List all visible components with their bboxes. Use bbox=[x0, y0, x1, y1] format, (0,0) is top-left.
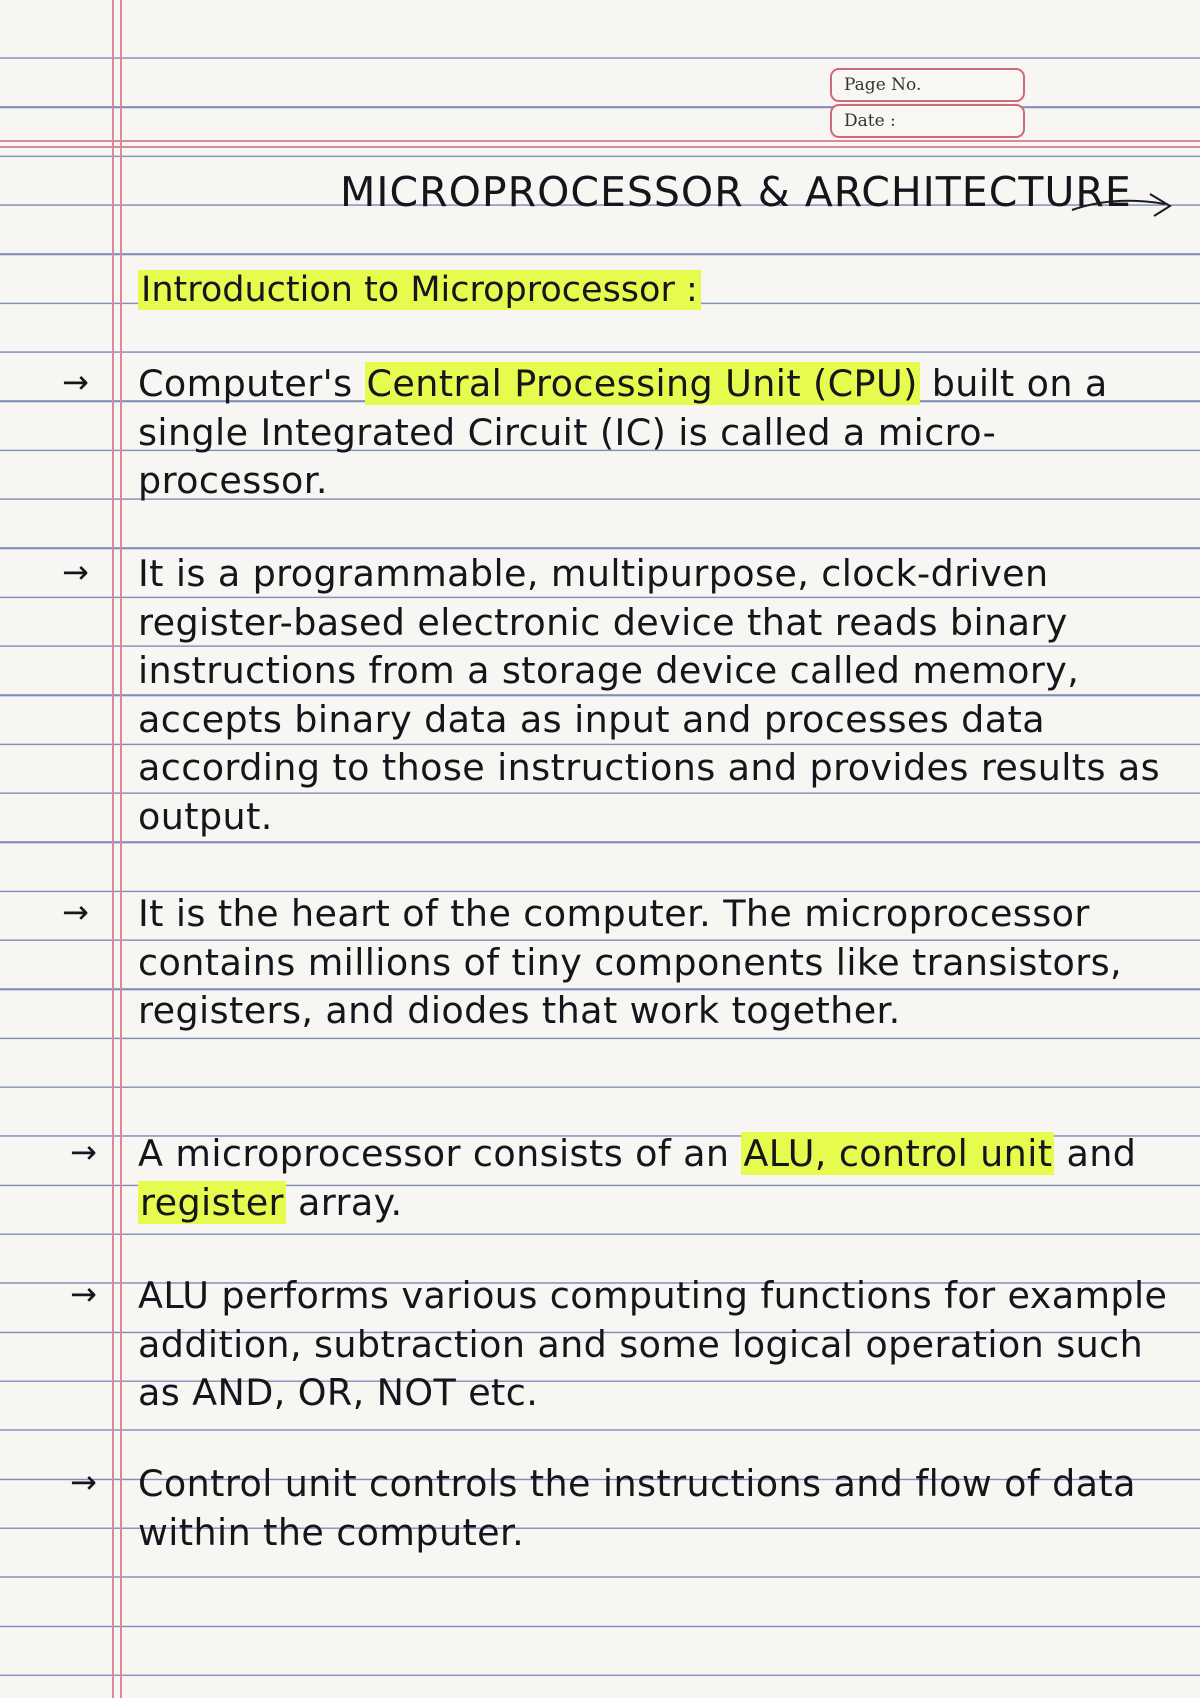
arrow-icon: → bbox=[70, 1275, 97, 1313]
header-rule-2 bbox=[0, 146, 1200, 148]
text-span: A microprocessor consists of an bbox=[138, 1132, 742, 1175]
text-span: array. bbox=[285, 1180, 403, 1224]
page-title: MICROPROCESSOR & ARCHITECTURE bbox=[340, 168, 1132, 216]
text-span: It is the heart of the computer. The microprocessor contains millions of tiny components like transistors, registers, and diodes that work together. bbox=[138, 892, 1123, 1032]
section-heading bbox=[138, 270, 701, 310]
arrow-icon: → bbox=[70, 1463, 97, 1501]
highlighted-text: register bbox=[140, 1180, 284, 1224]
date-box bbox=[830, 104, 1025, 138]
page-no-box bbox=[830, 68, 1025, 102]
margin-rule-outer bbox=[112, 0, 114, 1698]
section-heading-text: Introduction to Microprocessor : bbox=[138, 270, 701, 310]
bullet-text bbox=[138, 1460, 1168, 1557]
text-span: ALU performs various computing functions for example addition, subtraction and some logical operation such as AND, OR, NOT etc. bbox=[138, 1274, 1168, 1414]
text-span: Control unit controls the instructions and flow of data within the computer. bbox=[138, 1462, 1136, 1554]
margin-rule-inner bbox=[120, 0, 122, 1698]
page-no-label: Page No. bbox=[844, 75, 922, 95]
header-rule-1 bbox=[0, 140, 1200, 142]
highlighted-text: Central Processing Unit (CPU) bbox=[366, 362, 918, 405]
arrow-icon: → bbox=[62, 893, 89, 931]
bullet-text bbox=[138, 1272, 1168, 1418]
date-label: Date : bbox=[844, 111, 896, 131]
text-span: and bbox=[1054, 1132, 1137, 1175]
bullet-text bbox=[138, 550, 1168, 841]
bullet-text bbox=[138, 360, 1168, 506]
highlighted-text: ALU, control unit bbox=[743, 1132, 1053, 1175]
bullet-text bbox=[138, 890, 1168, 1036]
arrow-icon: → bbox=[62, 553, 89, 591]
text-span: It is a programmable, multipurpose, clock-driven register-based electronic device that reads binary instructions from a storage device called memory, accepts binary data as input and processes data according to those instructions and provides results as output. bbox=[138, 552, 1161, 838]
arrow-icon: → bbox=[62, 363, 89, 401]
arrow-icon: → bbox=[70, 1133, 97, 1171]
bullet-text bbox=[138, 1130, 1168, 1227]
title-flourish-icon bbox=[1070, 190, 1180, 230]
text-span: Computer's bbox=[138, 362, 365, 405]
text-span: built on a single Integrated Circuit (IC) is called a micro-processor. bbox=[138, 362, 1108, 502]
